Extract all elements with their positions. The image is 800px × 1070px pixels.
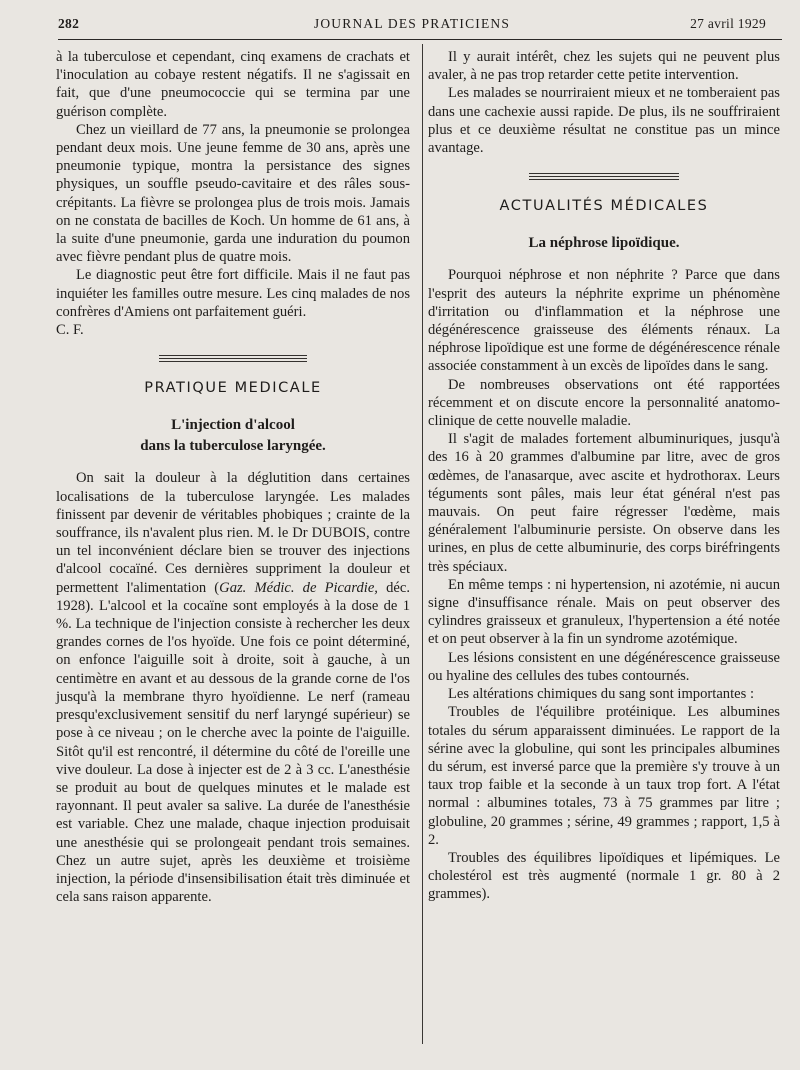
paragraph: Chez un vieillard de 77 ans, la pneumonie se prolongea pendant deux mois. Une jeune femme de 30 ans, après une pneumonie typique, montra la persistance des signes physiques, un souffle pseudo-cavitaire et des râles sous-crépitants. La fièvre se prolongea plus de trois mois. Jamais on ne constata de bacilles de Koch. Un homme de 61 ans, à la suite d'une pneumonie, garda une induration du poumon avec fièvre pendant plus de quatre mois. (56, 121, 410, 266)
paragraph: Troubles de l'équilibre protéinique. Les albumines totales du sérum apparaissent diminuées. Le rapport de la sérine avec la globuline, qui sont les principales albumines du sérum, est inversé parce que la première s'y trouve à un taux trop faible et la seconde à un taux trop fort. A l'état normal : albumines totales, 73 à 75 grammes par litre ; globuline, 20 grammes ; sérine, 49 grammes ; rapport, 1,5 à 2. (428, 704, 780, 848)
author-signature: C. F. (56, 322, 84, 339)
paragraph: Les altérations chimiques du sang sont importantes : (448, 686, 755, 703)
paragraph: En même temps : ni hypertension, ni azotémie, ni aucun signe d'insuffisance rénale. Mais on peut observer des cylindres graisseux et granuleux, l'hypertension a été notée et on peut observer à la fin un syndrome azotémique. (428, 576, 780, 648)
right-column (428, 48, 780, 904)
paragraph: Il y aurait intérêt, chez les sujets qui ne peuvent plus avaler, à ne pas trop retarder cette petite intervention. (428, 49, 780, 84)
citation: Gaz. Médic. de Picardie, (219, 579, 378, 596)
paragraph: Il s'agit de malades fortement albuminuriques, jusqu'à des 16 à 20 grammes d'albumine par litre, avec de gros œdèmes, de l'anasarque, avec ascite et hydrothorax. Leurs téguments sont pâles, mais leur état général n'est pas mauvais. On peut faire régresser l'œdème, mais généralement l'albuminurie persiste. On observe dans les urines, en plus de cette albuminurie, des corps biréfringents très spéciaux. (428, 431, 780, 575)
article-title-line: dans la tuberculose laryngée. (140, 438, 326, 455)
paragraph (56, 469, 410, 906)
paragraph: Les lésions consistent en une dégénérescence graisseuse ou hyaline des cellules des tubes contournés. (428, 649, 780, 684)
text-run: déc. 1928). L'alcool et la cocaïne sont employés à la dose de 1 %. La technique de l'injection consiste à rechercher les deux grandes cornes de l'os hyoïde. Une fois ce point déterminé, on enfonce l'aiguille soit à droite, soit à gauche, à un centimètre en avant et au dessous de la grande corne de l'os jusqu'à la membrane thyro hyoïdienne. Le nerf (rameau presqu'exclusivement sensitif du nerf laryngé supérieur) se pose à ce niveau ; on le cherche avec la pointe de l'aiguille. Sitôt qu'il est rencontré, il détermine du côté de l'oreille une vive douleur. La dose à injecter est de 2 à 3 cc. L'anesthésie se produit au bout de quelques minutes et le malade est rayonnant. Il peut avaler sa salive. La durée de l'anesthésie est variable. Chez une malade, chaque injection produisait une anesthésie qui se prolongeait pendant trois semaines. Chez un autre sujet, après les deuxième et troisième injection, la période d'insensibilisation était très diminuée et cela sans raison apparente. (56, 579, 410, 906)
paragraph: à la tuberculose et cependant, cinq examens de crachats et l'inoculation au cobaye restent négatifs. Il ne s'agissait en fait, que d'une pneumococcie qui se termina par une guérison complète. (56, 49, 410, 120)
article-title (56, 415, 410, 457)
section-heading: ACTUALITÉS MÉDICALES (499, 198, 709, 215)
paragraph: Le diagnostic peut être fort difficile. Mais il ne faut pas inquiéter les familles outre mesure. Les cinq malades de nos confrères d'Amiens ont parfaitement guéri. (56, 267, 410, 320)
section-ornament-rule (529, 165, 679, 187)
paragraph: Pourquoi néphrose et non néphrite ? Parce que dans l'esprit des auteurs la néphrite exprime un phénomène d'irritation ou d'inflammation et la néphrose une dégénérescence graisseuse des éléments rénaux. La néphrose lipoïdique est une forme de dégénérescence rénale associée constamment à un excès de lipoïdes dans le sang. (428, 267, 780, 375)
section-heading: PRATIQUE MEDICALE (144, 380, 322, 397)
paragraph: Troubles des équilibres lipoïdiques et lipémiques. Le cholestérol est très augmenté (normale 1 gr. 80 à 2 grammes). (428, 849, 780, 903)
section-ornament-rule (159, 347, 307, 369)
paragraph: Les malades se nourriraient mieux et ne tomberaient pas dans une cachexie aussi rapide. De plus, ils ne souffriraient plus et ce deuxième résultat ne constitue pas un mince avantage. (428, 85, 780, 157)
page-number: 282 (58, 16, 80, 31)
paragraph: De nombreuses observations ont été rapportées récemment et on discute encore la personnalité anatomo-clinique de cette nouvelle maladie. (428, 376, 780, 430)
journal-title: JOURNAL DES PRATICIENS (313, 16, 511, 31)
left-column (56, 48, 410, 906)
running-header (58, 14, 766, 38)
article-title-line: L'injection d'alcool (171, 417, 295, 434)
header-rule (58, 39, 782, 40)
column-divider (422, 44, 423, 1044)
text-run: On sait la douleur à la déglutition dans certaines localisations de la tuberculose laryngée. Les malades finissent par devenir de véritables phobiques ; crainte de la souffrance, ils n'avalent plus rien. M. le Dr DUBOIS, contre un tel inconvénient déclare bien se trouver des injections d'alcool cocaïné. Ces dernières suppriment la douleur et permettent l'alimentation ( (56, 470, 410, 596)
article-title: La néphrose lipoïdique. (528, 235, 680, 252)
issue-date: 27 avril 1929 (690, 16, 766, 31)
